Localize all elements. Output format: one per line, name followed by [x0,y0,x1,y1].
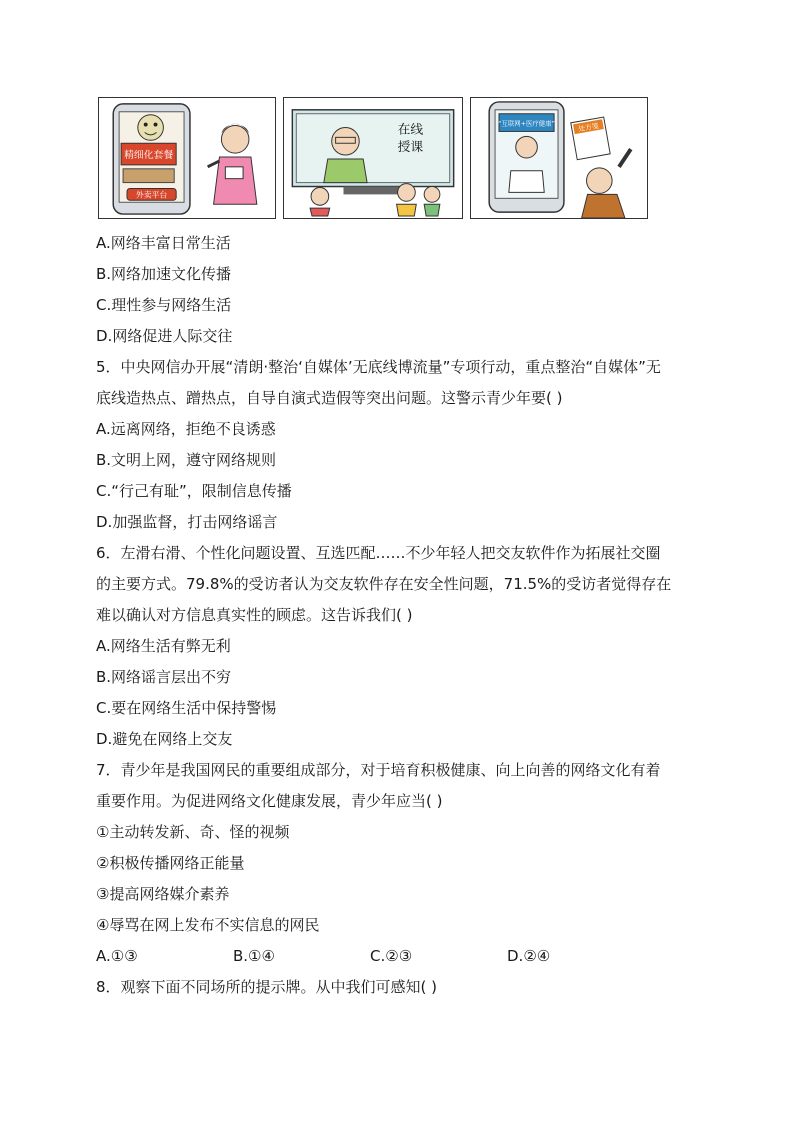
q5-option-d: D.加强监督，打击网络谣言 [96,513,278,531]
q7-item-4: ④辱骂在网上发布不实信息的网民 [96,916,320,934]
prescription-text: 处方笺 [577,121,600,134]
medical-screen-text: “互联网+医疗健康” [498,119,555,128]
figure-online-class [283,97,463,219]
q7-stem-line-2: 重要作用。为促进网络文化健康发展，青少年应当( ) [96,792,443,810]
q5-option-b: B.文明上网，遵守网络规则 [96,451,277,469]
q5-stem-line-1: 5．中央网信办开展“清朗·整治‘自媒体’无底线博流量”专项行动，重点整治“自媒体”无 [96,358,661,376]
q6-option-b: B.网络谣言层出不穷 [96,668,232,686]
q5-option-a: A.远离网络，拒绝不良诱惑 [96,420,276,438]
figure-food-delivery [98,97,276,219]
screen-text-teaching: 授课 [397,140,424,156]
q7-choice-b: B.①④ [233,947,275,965]
figure-online-medical [470,97,648,219]
q7-item-1: ①主动转发新、奇、怪的视频 [96,823,290,841]
screen-text-online: 在线 [397,122,424,138]
online-medical-illustration [471,98,647,218]
q4-option-d: D.网络促进人际交往 [96,327,233,345]
q6-option-c: C.要在网络生活中保持警惕 [96,699,277,717]
q6-stem-line-1: 6．左滑右滑、个性化问题设置、互选匹配……不少年轻人把交友软件作为拓展社交圈 [96,544,661,562]
q7-choice-a: A.①③ [96,947,138,965]
q7-stem-line-1: 7．青少年是我国网民的重要组成部分，对于培育积极健康、向上向善的网络文化有着 [96,761,661,779]
q7-item-3: ③提高网络媒介素养 [96,885,230,903]
online-class-illustration [284,98,462,218]
q8-stem-line-1: 8．观察下面不同场所的提示牌。从中我们可感知( ) [96,978,438,996]
q6-option-a: A.网络生活有弊无利 [96,637,231,655]
q6-option-d: D.避免在网络上交友 [96,730,233,748]
platform-button-text: 外卖平台 [135,190,168,200]
q7-choices [96,946,550,966]
q5-option-c: C.“行己有耻”，限制信息传播 [96,482,292,500]
q6-stem-line-2: 的主要方式。79.8%的受访者认为交友软件存在安全性问题，71.5%的受访者觉得存在 [96,575,672,593]
q5-stem-line-2: 底线造热点、蹭热点，自导自演式造假等突出问题。这警示青少年要( ) [96,389,563,407]
q6-stem-line-3: 难以确认对方信息真实性的顾虑。这告诉我们( ) [96,606,413,624]
q7-item-2: ②积极传播网络正能量 [96,854,245,872]
q4-option-c: C.理性参与网络生活 [96,296,232,314]
food-delivery-illustration [99,98,275,218]
q4-option-b: B.网络加速文化传播 [96,265,232,283]
q4-option-a: A.网络丰富日常生活 [96,234,231,252]
menu-sign-text: 精细化套餐 [124,150,174,161]
figure-row [98,97,648,221]
q7-choice-c: C.②③ [370,947,413,965]
q7-choice-d: D.②④ [507,947,551,965]
